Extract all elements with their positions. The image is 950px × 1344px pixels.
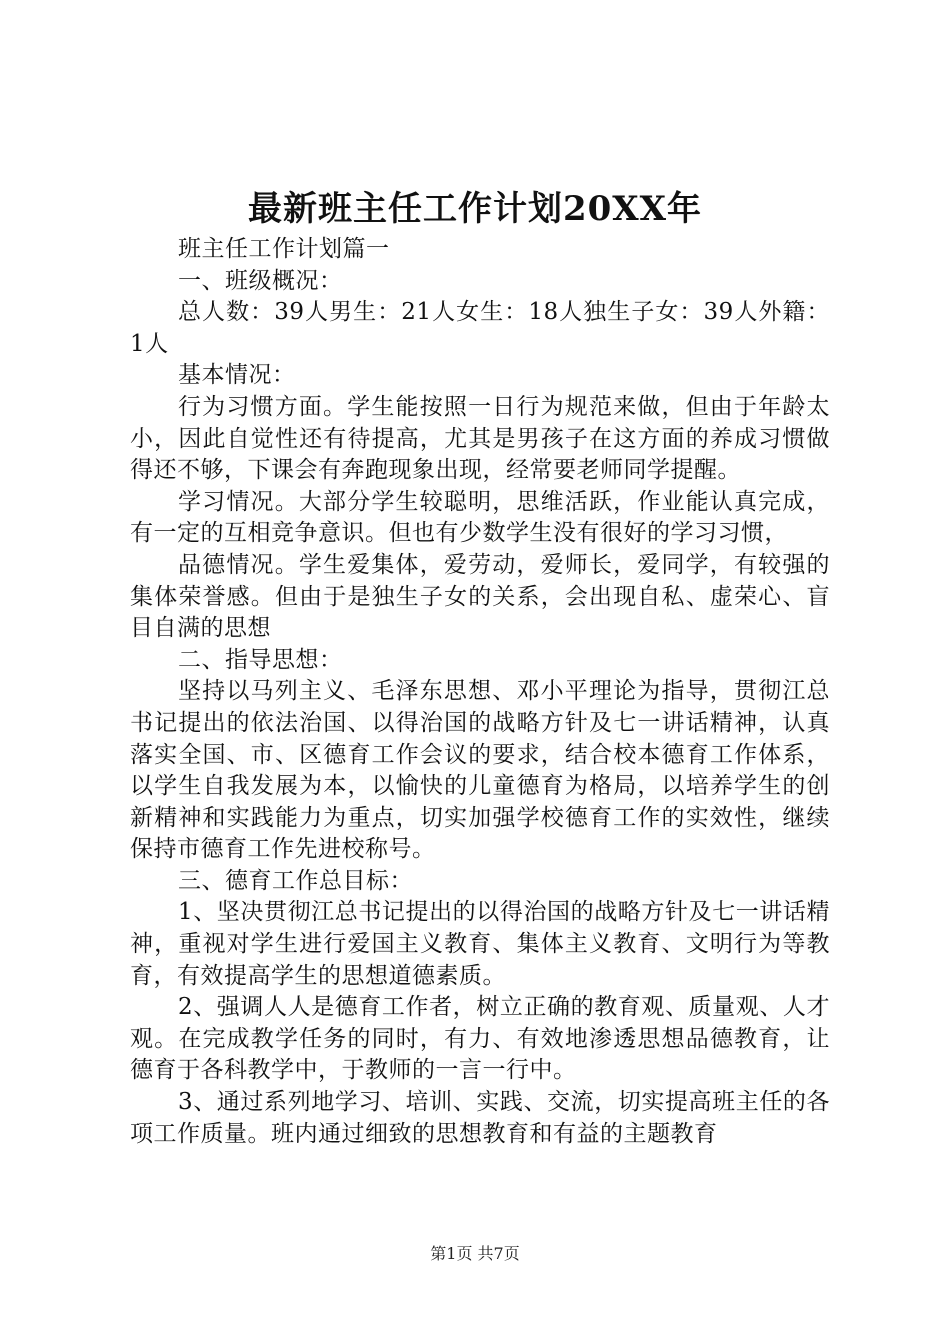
section-heading: 一、班级概况： — [178, 267, 343, 294]
document-title: 最新班主任工作计划20XX年 — [247, 189, 703, 229]
page-footer: 第1页 共7页 — [430, 1244, 520, 1263]
body-paragraph: 坚持以马列主义、毛泽东思想、邓小平理论为指导，贯彻江总书记提出的依法治国、以得治国的战略方针及七一讲话精神，认真落实全国、市、区德育工作会议的要求，结合校本德育工作体系，以学生自我发展为本，以愉快的儿童德育为格局，以培养学生的创新精神和实践能力为重点，切实加强学校德育工作的实效性，继续保持市德育工作先进校称号。 — [130, 678, 830, 863]
section-heading: 三、德育工作总目标： — [178, 867, 413, 894]
body-paragraph: 学习情况。大部分学生较聪明，思维活跃，作业能认真完成，有一定的互相竞争意识。但也有少数学生没有很好的学习习惯， — [130, 488, 830, 547]
section-heading: 班主任工作计划篇一 — [178, 236, 390, 262]
section-heading: 二、指导思想： — [178, 646, 343, 673]
section-heading: 基本情况： — [178, 362, 296, 389]
list-item: 1、坚决贯彻江总书记提出的以得治国的战略方针及七一讲话精神，重视对学生进行爱国主义教育、集体主义教育、文明行为等教育，有效提高学生的思想道德素质。 — [130, 899, 830, 989]
document-body — [130, 234, 830, 1150]
list-item: 2、强调人人是德育工作者，树立正确的教育观、质量观、人才观。在完成教学任务的同时，有力、有效地渗透思想品德教育，让德育于各科教学中，于教师的一言一行中。 — [130, 994, 830, 1084]
list-item: 3、通过系列地学习、培训、实践、交流，切实提高班主任的各项工作质量。班内通过细致的思想教育和有益的主题教育 — [130, 1089, 830, 1147]
class-statistics: 总人数：39人男生：21人女生：18人独生子女：39人外籍：1人 — [130, 299, 830, 357]
body-paragraph: 品德情况。学生爱集体，爱劳动，爱师长，爱同学，有较强的集体荣誉感。但由于是独生子女的关系，会出现自私、虚荣心、盲目自满的思想 — [130, 551, 830, 642]
body-paragraph: 行为习惯方面。学生能按照一日行为规范来做，但由于年龄太小，因此自觉性还有待提高，尤其是男孩子在这方面的养成习惯做得还不够，下课会有奔跑现象出现，经常要老师同学提醒。 — [130, 393, 830, 484]
